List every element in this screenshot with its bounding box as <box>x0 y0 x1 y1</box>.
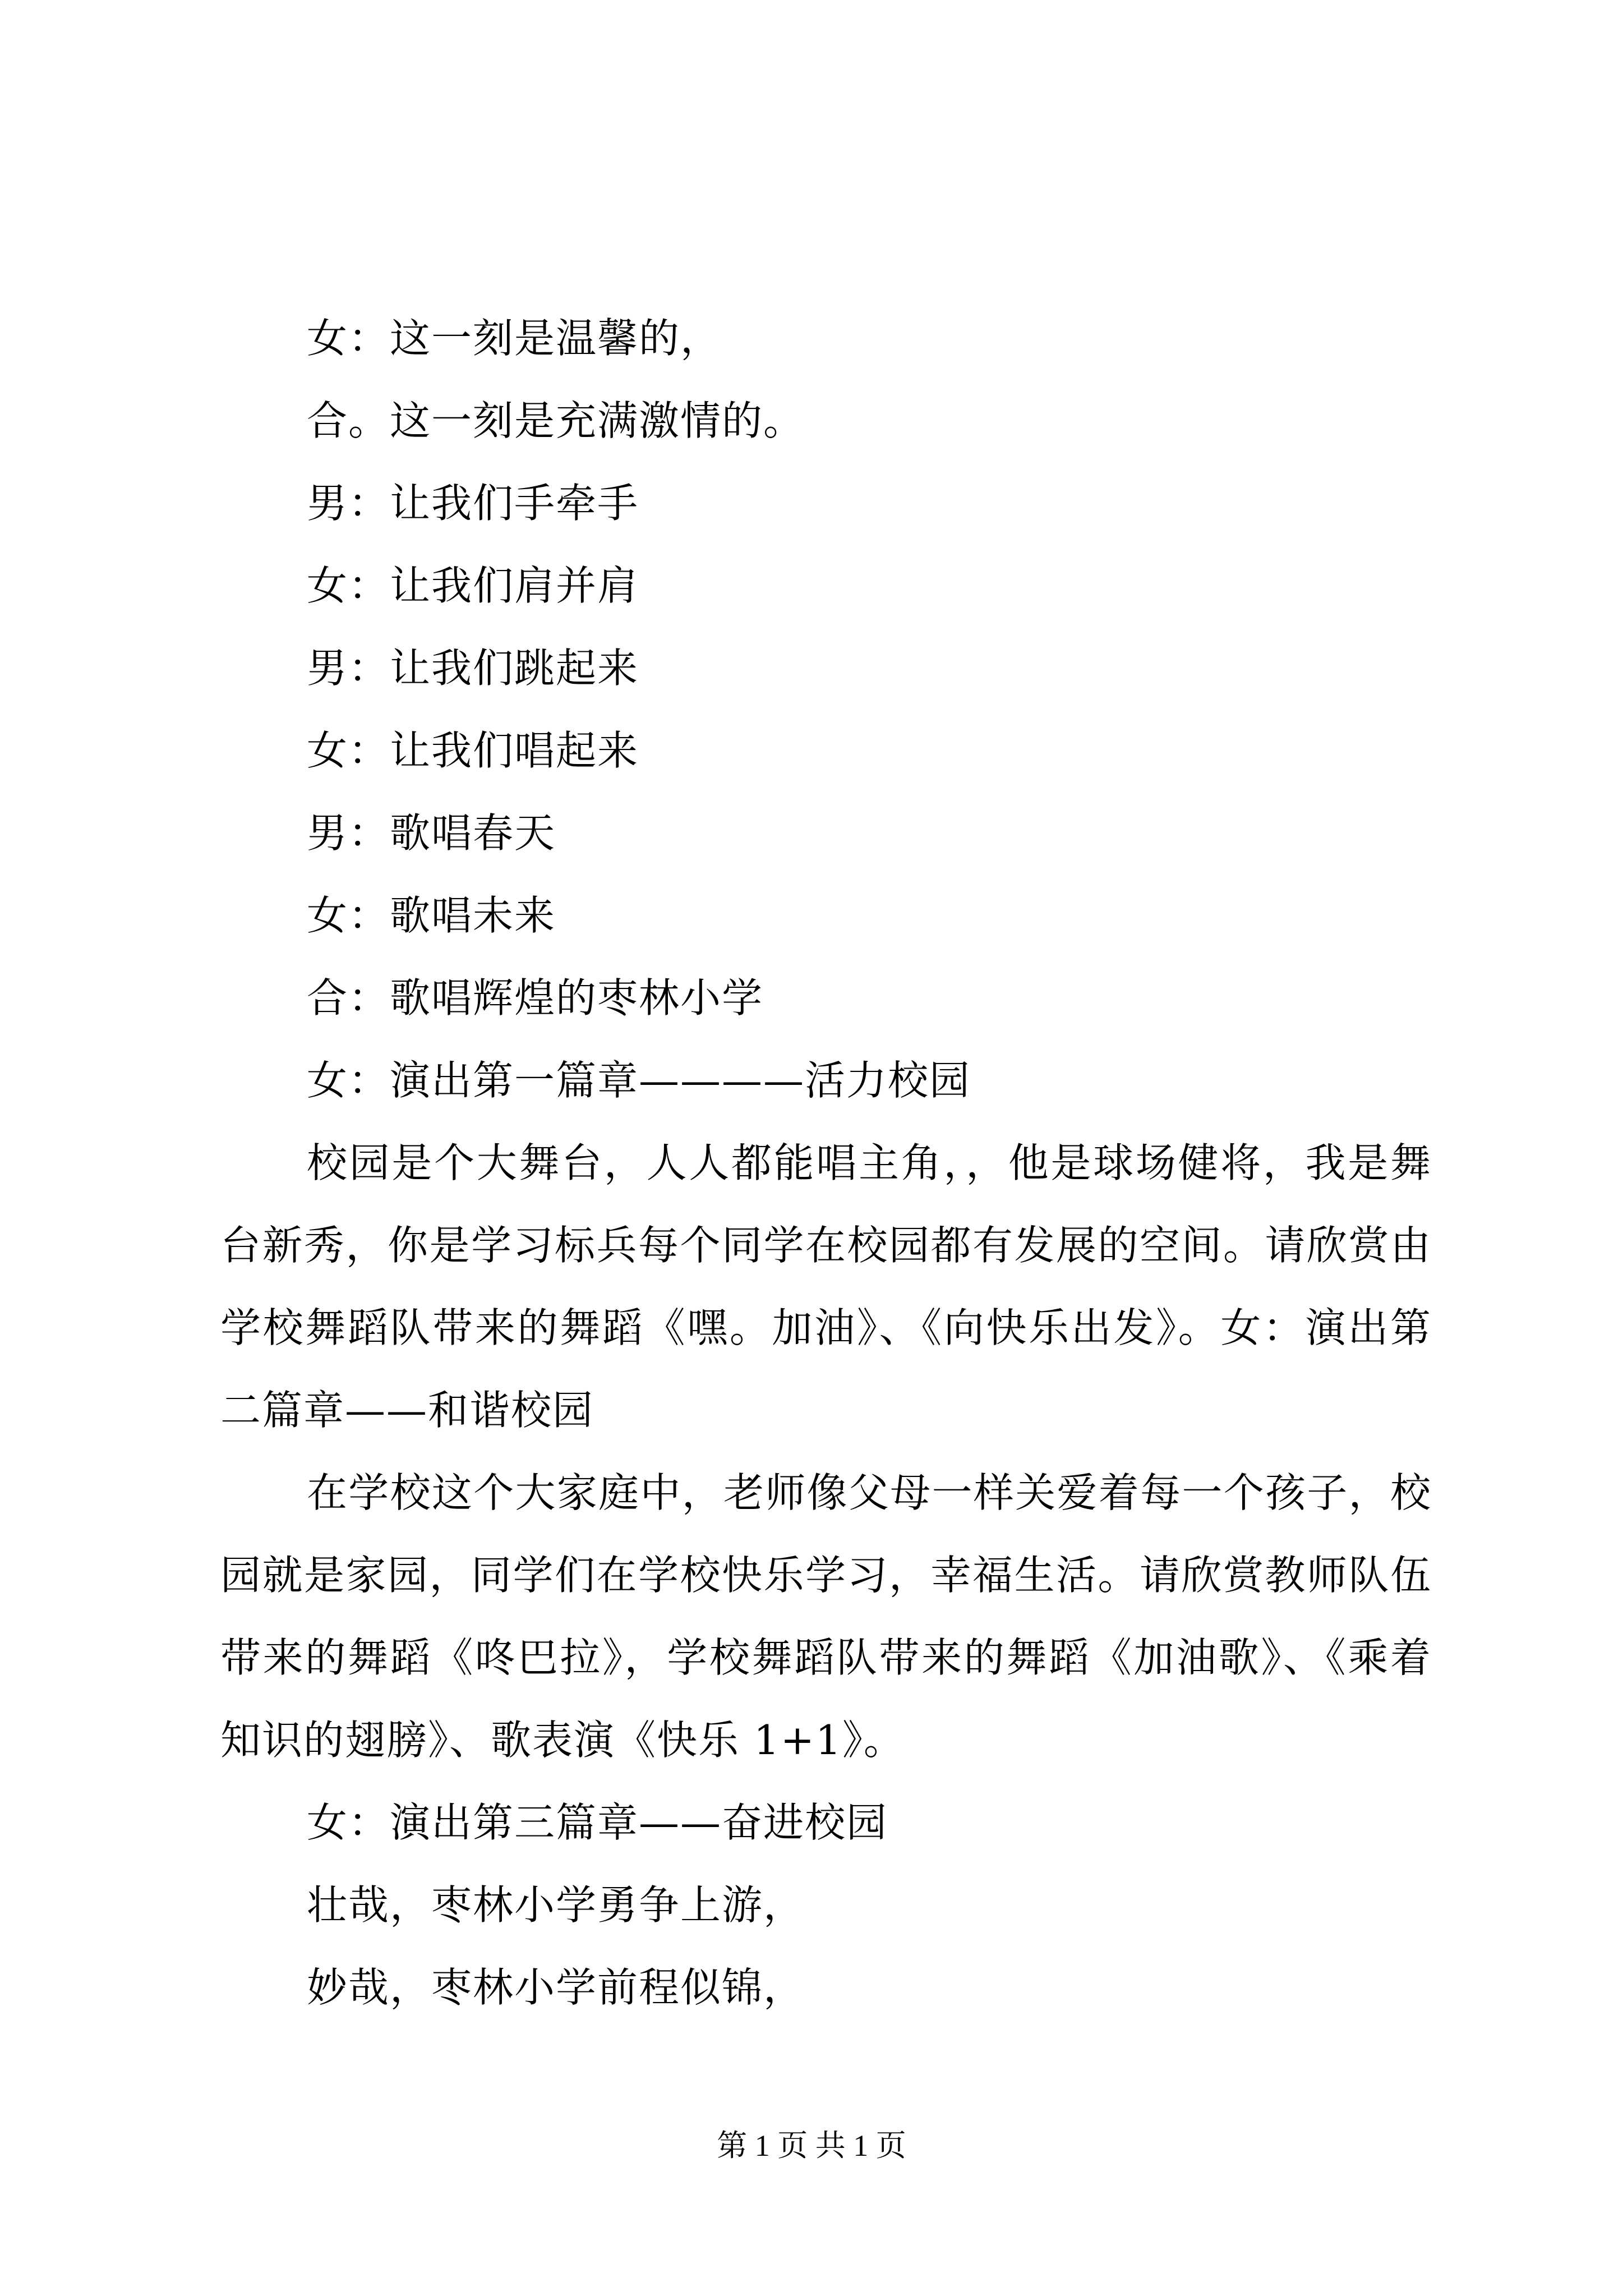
script-line: 男：让我们跳起来 <box>307 645 639 692</box>
script-line: 男：让我们手牵手 <box>307 480 639 527</box>
script-line: 女：歌唱未来 <box>307 892 556 939</box>
script-line: 壮哉，枣林小学勇争上游， <box>307 1881 805 1929</box>
chapter-heading-1: 女：演出第一篇章————活力校园 <box>307 1057 971 1104</box>
script-line: 男：歌唱春天 <box>307 809 556 857</box>
script-line: 女：让我们肩并肩 <box>307 562 639 609</box>
paragraph-harmonious-campus: 在学校这个大家庭中，老师像父母一样关爱着每一个孩子，校园就是家园，同学们在学校快乐学习，幸福生活。请欣赏教师队伍带来的舞蹈《咚巴拉》，学校舞蹈队带来的舞蹈《加油歌》、《乘着知识的翅膀》、歌表演《快乐 1+1》。 <box>220 1469 1432 1764</box>
script-line: 合。这一刻是充满激情的。 <box>307 397 805 444</box>
script-line: 妙哉，枣林小学前程似锦， <box>307 1964 805 2011</box>
document-body <box>220 297 1432 2029</box>
chapter-heading-3: 女：演出第三篇章——奋进校园 <box>307 1799 888 1846</box>
paragraph-vibrant-campus: 校园是个大舞台，人人都能唱主角，，他是球场健将，我是舞台新秀，你是学习标兵每个同学在校园都有发展的空间。请欣赏由学校舞蹈队带来的舞蹈《嘿。加油》、《向快乐出发》。女：演出第二篇章——和谐校园 <box>220 1139 1432 1434</box>
script-line: 女：这一刻是温馨的， <box>307 315 722 362</box>
script-line: 合：歌唱辉煌的枣林小学 <box>307 974 764 1022</box>
script-line: 女：让我们唱起来 <box>307 727 639 774</box>
page-footer: 第 1 页 共 1 页 <box>717 2129 906 2162</box>
